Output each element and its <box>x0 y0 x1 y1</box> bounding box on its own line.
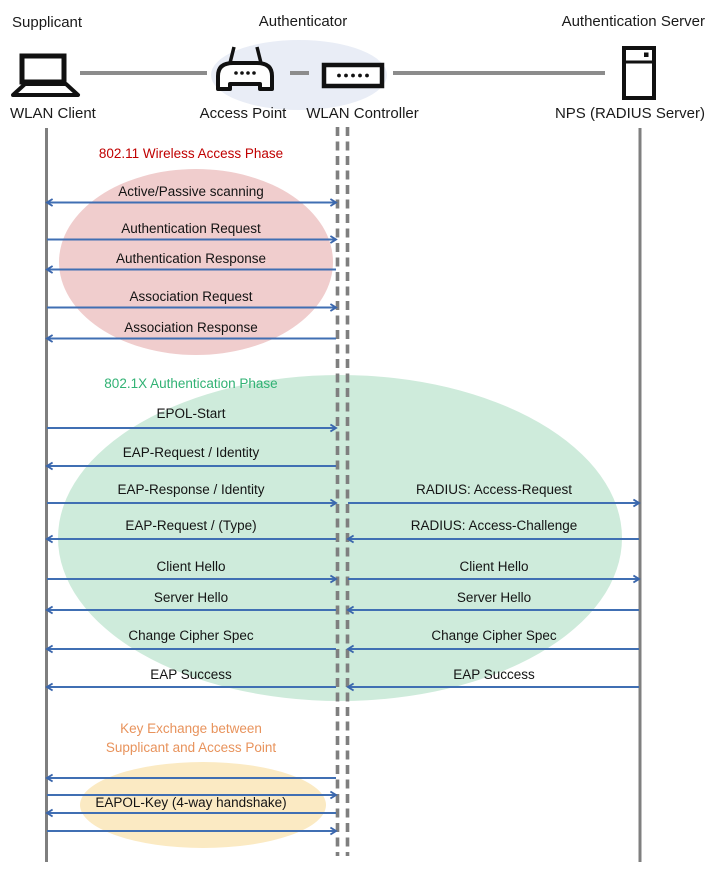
node-nps-label: NPS (RADIUS Server) <box>554 105 705 122</box>
node-access-point-label: Access Point <box>199 105 287 122</box>
role-authenticator-label: Authenticator <box>258 13 348 30</box>
msg-radius-access-request: RADIUS: Access-Request <box>415 482 573 497</box>
phase1-title: 802.11 Wireless Access Phase <box>98 146 284 161</box>
phase2-title: 802.1X Authentication Phase <box>104 376 278 391</box>
msg-client-hello-left: Client Hello <box>156 559 226 574</box>
laptop-icon <box>13 56 78 95</box>
wlan-controller-icon <box>324 65 382 86</box>
msg-epol-start: EPOL-Start <box>156 406 226 421</box>
msg-authentication-response: Authentication Response <box>115 251 267 266</box>
msg-eap-success-right: EAP Success <box>453 667 535 682</box>
msg-authentication-request: Authentication Request <box>121 221 261 236</box>
msg-association-request: Association Request <box>129 289 253 304</box>
phase3-title-line2: Supplicant and Access Point <box>105 740 277 755</box>
msg-change-cipher-spec-left: Change Cipher Spec <box>128 628 254 643</box>
server-icon <box>624 48 654 98</box>
role-supplicant-label: Supplicant <box>12 14 83 31</box>
msg-association-response: Association Response <box>124 320 258 335</box>
msg-change-cipher-spec-right: Change Cipher Spec <box>431 628 557 643</box>
msg-eap-response-identity: EAP-Response / Identity <box>117 482 265 497</box>
msg-eap-success-left: EAP Success <box>150 667 232 682</box>
msg-eap-request-identity: EAP-Request / Identity <box>122 445 260 460</box>
msg-active-passive-scanning: Active/Passive scanning <box>118 184 264 199</box>
msg-eap-request-type: EAP-Request / (Type) <box>125 518 257 533</box>
node-wlan-controller-label: WLAN Controller <box>306 105 419 122</box>
msg-eapol-key-handshake: EAPOL-Key (4-way handshake) <box>95 795 287 810</box>
node-wlan-client-label: WLAN Client <box>10 105 96 122</box>
msg-client-hello-right: Client Hello <box>459 559 529 574</box>
role-auth-server-label: Authentication Server <box>561 13 705 30</box>
msg-server-hello-right: Server Hello <box>456 590 532 605</box>
phase3-title-line1: Key Exchange between <box>120 721 262 736</box>
msg-server-hello-left: Server Hello <box>153 590 229 605</box>
msg-radius-access-challenge: RADIUS: Access-Challenge <box>410 518 578 533</box>
